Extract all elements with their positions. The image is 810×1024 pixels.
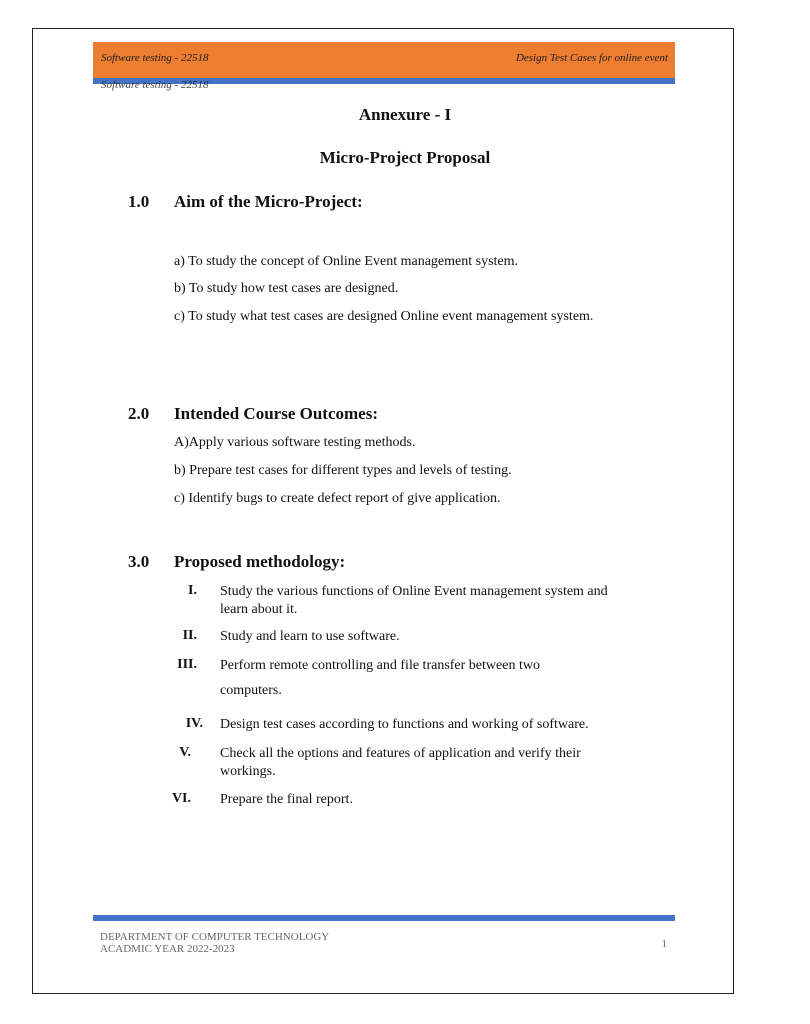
- step-text: Study and learn to use software.: [220, 629, 400, 644]
- page-border: [32, 28, 734, 994]
- step-numeral: I.: [188, 583, 197, 598]
- aim-item: c) To study what test cases are designed Online event management system.: [174, 309, 594, 324]
- section-3-number: 3.0: [128, 552, 150, 571]
- aim-item: b) To study how test cases are designed.: [174, 281, 399, 296]
- outcome-item: b) Prepare test cases for different types and levels of testing.: [174, 463, 512, 478]
- step-text: Study the various functions of Online Event management system and: [220, 584, 608, 599]
- step-text: Design test cases according to functions and working of software.: [220, 717, 589, 732]
- step-numeral: VI.: [171, 791, 191, 806]
- proposal-title: Micro-Project Proposal: [319, 148, 491, 167]
- step-text: computers.: [220, 683, 282, 698]
- section-2-number: 2.0: [128, 404, 150, 423]
- outcome-item: c) Identify bugs to create defect report of give application.: [174, 491, 501, 506]
- aim-item: a) To study the concept of Online Event management system.: [174, 254, 519, 269]
- page-number: 1: [661, 938, 667, 950]
- header-course-title: Software testing - 22518: [101, 52, 209, 64]
- step-text: Perform remote controlling and file transfer between two: [220, 658, 540, 673]
- section-2-title: Intended Course Outcomes:: [174, 404, 378, 423]
- footer-year-line: ACADMIC YEAR 2022-2023: [100, 943, 235, 955]
- step-text: Prepare the final report.: [220, 792, 353, 807]
- section-1-number: 1.0: [128, 192, 150, 211]
- footer-department-line: DEPARTMENT OF COMPUTER TECHNOLOGY: [100, 931, 330, 943]
- step-text: Check all the options and features of application and verify their: [220, 746, 581, 761]
- step-text: workings.: [220, 764, 276, 779]
- header-ghost-text: Software testing - 22518: [101, 79, 209, 91]
- step-numeral: II.: [182, 628, 197, 643]
- step-numeral: III.: [177, 657, 197, 672]
- step-numeral: V.: [179, 745, 191, 760]
- section-1-title: Aim of the Micro-Project:: [174, 192, 363, 211]
- footer-department: [100, 931, 329, 955]
- outcome-item: A)Apply various software testing methods.: [174, 435, 416, 450]
- footer-divider: [93, 915, 675, 921]
- section-3-title: Proposed methodology:: [174, 552, 346, 571]
- step-numeral: IV.: [185, 716, 203, 731]
- step-text: learn about it.: [220, 602, 298, 617]
- annexure-title: Annexure - I: [358, 105, 452, 124]
- header-project-title: Design Test Cases for online event: [515, 52, 668, 64]
